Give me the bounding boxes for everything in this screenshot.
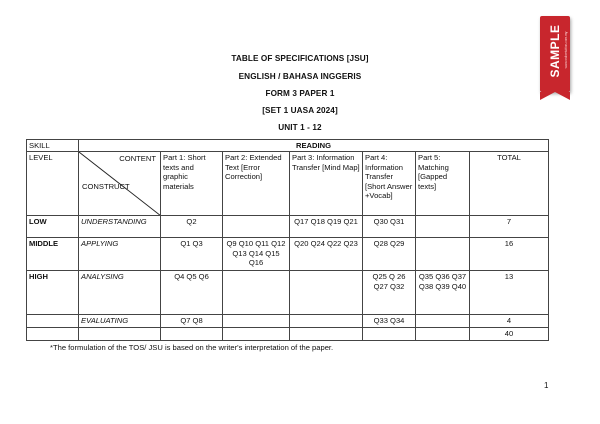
header-row — [27, 152, 549, 216]
total-header: TOTAL — [470, 152, 549, 216]
total-cell: 4 — [470, 315, 549, 328]
part-3-cell — [290, 315, 363, 328]
level-header: LEVEL — [27, 152, 79, 216]
reading-header: READING — [79, 140, 549, 152]
total-cell: 16 — [470, 238, 549, 271]
part-5-cell: Q35 Q36 Q37 Q38 Q39 Q40 — [416, 271, 470, 315]
construct-cell: APPLYING — [79, 238, 161, 271]
part-2-header: Part 2: Extended Text [Error Correction] — [223, 152, 290, 216]
sample-stamp — [540, 16, 570, 100]
total-cell: 7 — [470, 216, 549, 238]
part-5-cell — [416, 216, 470, 238]
part-2-cell: Q9 Q10 Q11 Q12 Q13 Q14 Q15 Q16 — [223, 238, 290, 271]
empty-cell — [416, 328, 470, 340]
part-2-cell — [223, 271, 290, 315]
grand-total-cell: 40 — [470, 328, 549, 340]
empty-cell — [79, 328, 161, 340]
part-3-header: Part 3: Information Transfer [Mind Map] — [290, 152, 363, 216]
part-4-cell: Q25 Q 26 Q27 Q32 — [363, 271, 416, 315]
level-cell — [27, 315, 79, 328]
page-number: 1 — [544, 381, 549, 390]
footnote: *The formulation of the TOS/ JSU is based on the writer's interpretation of the paper. — [50, 343, 334, 352]
part-3-cell: Q20 Q24 Q22 Q23 — [290, 238, 363, 271]
table-row — [27, 271, 549, 315]
empty-cell — [223, 328, 290, 340]
level-cell: LOW — [27, 216, 79, 238]
part-2-cell — [223, 315, 290, 328]
part-5-cell — [416, 315, 470, 328]
part-2-cell — [223, 216, 290, 238]
sample-stamp-subtext: www.onlinetuition.com.my — [564, 31, 568, 69]
part-4-cell: Q33 Q34 — [363, 315, 416, 328]
construct-cell: EVALUATING — [79, 315, 161, 328]
part-1-header: Part 1: Short texts and graphic materials — [161, 152, 223, 216]
construct-label: CONSTRUCT — [82, 182, 130, 192]
part-5-header: Part 5: Matching [Gapped texts] — [416, 152, 470, 216]
part-1-cell: Q7 Q8 — [161, 315, 223, 328]
skill-header: SKILL — [27, 140, 79, 152]
part-4-cell: Q30 Q31 — [363, 216, 416, 238]
empty-cell — [290, 328, 363, 340]
table-row — [27, 315, 549, 328]
paper-line: FORM 3 PAPER 1 — [265, 89, 335, 98]
part-4-header: Part 4: Information Transfer [Short Answer +Vocab] — [363, 152, 416, 216]
part-3-cell — [290, 271, 363, 315]
level-cell: HIGH — [27, 271, 79, 315]
sample-ribbon-tail — [540, 92, 570, 100]
sample-stamp-label: SAMPLE — [548, 24, 562, 78]
empty-cell — [363, 328, 416, 340]
empty-cell — [27, 328, 79, 340]
document-title: TABLE OF SPECIFICATIONS [JSU] — [231, 54, 369, 63]
set-line: [SET 1 UASA 2024] — [262, 106, 338, 115]
part-4-cell: Q28 Q29 — [363, 238, 416, 271]
part-3-cell: Q17 Q18 Q19 Q21 — [290, 216, 363, 238]
table-row — [27, 238, 549, 271]
construct-cell: ANALYSING — [79, 271, 161, 315]
content-label: CONTENT — [119, 154, 156, 164]
content-construct-header — [79, 152, 161, 216]
unit-line: UNIT 1 - 12 — [278, 123, 322, 132]
part-1-cell: Q2 — [161, 216, 223, 238]
level-cell: MIDDLE — [27, 238, 79, 271]
skill-row — [27, 140, 549, 152]
construct-cell: UNDERSTANDING — [79, 216, 161, 238]
grand-total-row — [27, 328, 549, 340]
part-1-cell: Q1 Q3 — [161, 238, 223, 271]
table-row — [27, 216, 549, 238]
part-1-cell: Q4 Q5 Q6 — [161, 271, 223, 315]
empty-cell — [161, 328, 223, 340]
total-cell: 13 — [470, 271, 549, 315]
specification-table — [26, 139, 549, 341]
part-5-cell — [416, 238, 470, 271]
subject-line: ENGLISH / BAHASA INGGERIS — [238, 72, 362, 81]
